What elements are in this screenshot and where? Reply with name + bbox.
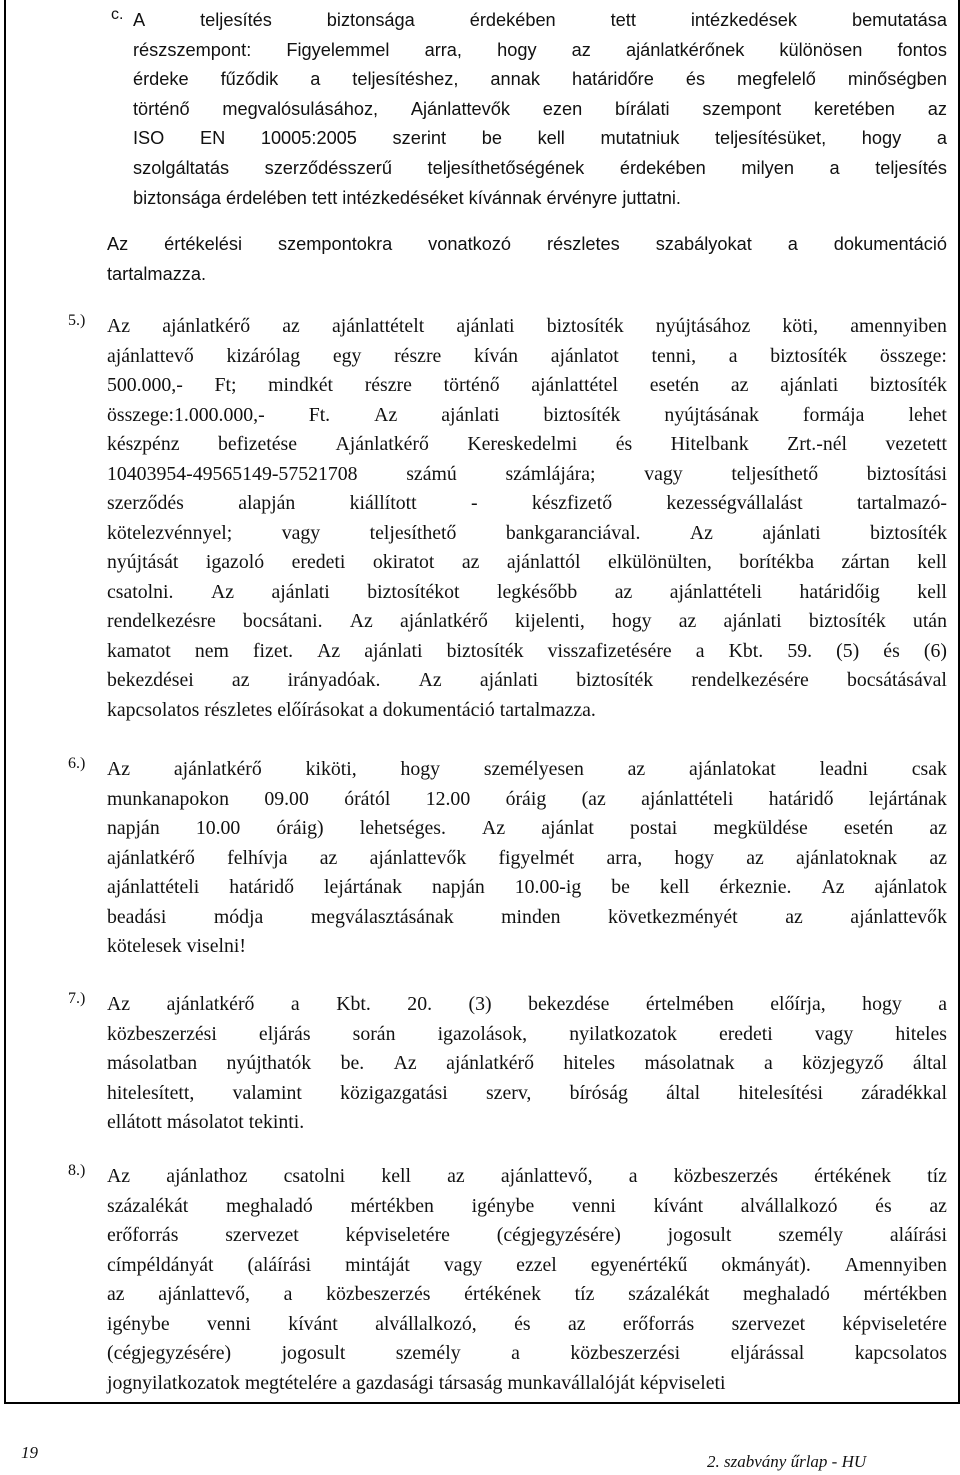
text-line: 500.000,- Ft; mindkét részre történő ajánlattétel esetén az ajánlati biztosíték: [107, 374, 947, 396]
text-line: részszempont: Figyelemmel arra, hogy az ajánlatkérőnek különösen fontos: [133, 39, 947, 60]
text-line: Az ajánlatkérő az ajánlattételt ajánlati biztosíték nyújtásához köti, amennyiben: [107, 315, 947, 337]
text-line: munkanapokon 09.00 órától 12.00 óráig (az ajánlattételi határidő lejártának: [107, 787, 947, 810]
text-line: százalékát meghaladó mértékben igénybe venni kívánt alvállalkozó és az: [107, 1194, 947, 1217]
text-line: érdeke fűződik a teljesítéshez, annak határidőre és megfelelő minőségben: [133, 69, 947, 90]
text-line: igénybe venni kívánt alvállalkozó, és az erőforrás szervezet képviseletére: [107, 1312, 947, 1335]
text-line: szerződés alapján kiállított - készfizető kezességvállalást tartalmazó-: [107, 492, 947, 514]
paragraph-marker: 8.): [68, 1162, 86, 1179]
text-line: összege:1.000.000,- Ft. Az ajánlati biztosíték nyújtásának formája lehet: [107, 403, 947, 426]
text-line: Az ajánlatkérő a Kbt. 20. (3) bekezdése értelmében előírja, hogy a: [107, 993, 947, 1015]
text-line: rendelkezésre bocsátani. Az ajánlatkérő kijelenti, hogy az ajánlati biztosíték után: [107, 610, 947, 632]
paragraph-marker: 7.): [68, 990, 86, 1007]
paragraph-8: [68, 1162, 947, 1398]
text-line: A teljesítés biztonsága érdekében tett intézkedések bemutatása: [133, 10, 947, 30]
text-line: 10403954-49565149-57521708 számú számlájára; vagy teljesíthető biztosítási: [107, 462, 947, 485]
text-line: ISO EN 10005:2005 szerint be kell mutatniuk teljesítésüket, hogy a: [133, 128, 947, 149]
text-line: Az értékelési szempontokra vonatkozó részletes szabályokat a dokumentáció: [107, 234, 947, 254]
paragraph-5: [68, 312, 947, 725]
text-line: napján 10.00 óráig) lehetséges. Az ajánlat postai megküldése esetén az: [107, 817, 947, 839]
text-line: készpénz befizetése Ajánlatkérő Kereskedelmi és Hitelbank Zrt.-nél vezetett: [107, 433, 947, 455]
text-line: címpéldányát (aláírási mintáját vagy ezzel egyenértékű okmányát). Amennyiben: [107, 1253, 947, 1276]
paragraph-6: [68, 755, 947, 962]
text-line: másolatban nyújthatók be. Az ajánlatkérő hiteles másolatnak a közjegyző által: [107, 1052, 947, 1074]
paragraph-note: [107, 230, 947, 289]
text-line: kötelesek viselni!: [107, 935, 246, 957]
text-line: kötelezvénnyel; vagy teljesíthető bankgaranciával. Az ajánlati biztosíték: [107, 521, 947, 544]
text-line: ajánlatkérő felhívja az ajánlattevők figyelmét arra, hogy az ajánlatoknak az: [107, 846, 947, 869]
text-line: történő megvalósulásához, Ajánlattevők ezen bírálati szempont keretében az: [133, 98, 947, 119]
text-line: bekezdései az irányadóak. Az ajánlati biztosíték rendelkezésére bocsátásával: [107, 669, 947, 691]
text-line: az ajánlattevő, a közbeszerzés értékének tíz százalékát meghaladó mértékben: [107, 1283, 947, 1305]
paragraph-marker: c.: [111, 6, 124, 23]
text-line: ellátott másolatot tekinti.: [107, 1111, 305, 1133]
text-line: kamatot nem fizet. Az ajánlati biztosíték visszafizetésére a Kbt. 59. (5) és (6): [107, 639, 947, 662]
paragraph-c: [111, 6, 947, 213]
text-line: közbeszerzési eljárás során igazolások, nyilatkozatok eredeti vagy hiteles: [107, 1022, 947, 1045]
text-line: (cégjegyzésére) jogosult személy a közbeszerzési eljárással kapcsolatos: [107, 1342, 947, 1364]
text-line: ajánlattételi határidő lejártának napján 10.00-ig be kell érkeznie. Az ajánlatok: [107, 876, 947, 898]
paragraph-marker: 6.): [68, 755, 86, 772]
text-line: ajánlattevő kizárólag egy részre kíván ajánlatot tenni, a biztosíték összege:: [107, 344, 947, 367]
text-line: kapcsolatos részletes előírásokat a dokumentáció tartalmazza.: [107, 698, 596, 721]
text-line: csatolni. Az ajánlati biztosítékot legkésőbb az ajánlattételi határidőig kell: [107, 580, 947, 603]
paragraph-marker: 5.): [68, 312, 86, 329]
text-line: nyújtását igazoló eredeti okiratot az ajánlattól elkülönülten, borítékba zártan kell: [107, 551, 947, 573]
text-line: beadási módja megválasztásának minden következményét az ajánlattevők: [107, 905, 947, 928]
form-label: 2. szabvány űrlap - HU: [707, 1452, 867, 1471]
text-line: Az ajánlatkérő kiköti, hogy személyesen az ajánlatokat leadni csak: [107, 758, 947, 780]
page-number: 19: [21, 1443, 38, 1462]
paragraph-7: [68, 990, 947, 1138]
text-line: Az ajánlathoz csatolni kell az ajánlattevő, a közbeszerzés értékének tíz: [107, 1165, 947, 1187]
text-line: tartalmazza.: [107, 263, 207, 284]
text-line: jognyilatkozatok megtételére a gazdasági társaság munkavállalóját képviseleti: [107, 1371, 726, 1394]
text-line: hitelesített, valamint közigazgatási szerv, bíróság által hitelesítési záradékkal: [107, 1081, 947, 1104]
text-line: erőforrás szervezet képviseletére (cégjegyzésére) jogosult személy aláírási: [107, 1224, 947, 1246]
text-line: szolgáltatás szerződésszerű teljesíthetőségének érdekében milyen a teljesítés: [133, 157, 947, 178]
text-line: biztonsága érdelében tett intézkedéséket kívánnak érvényre juttatni.: [133, 187, 681, 208]
